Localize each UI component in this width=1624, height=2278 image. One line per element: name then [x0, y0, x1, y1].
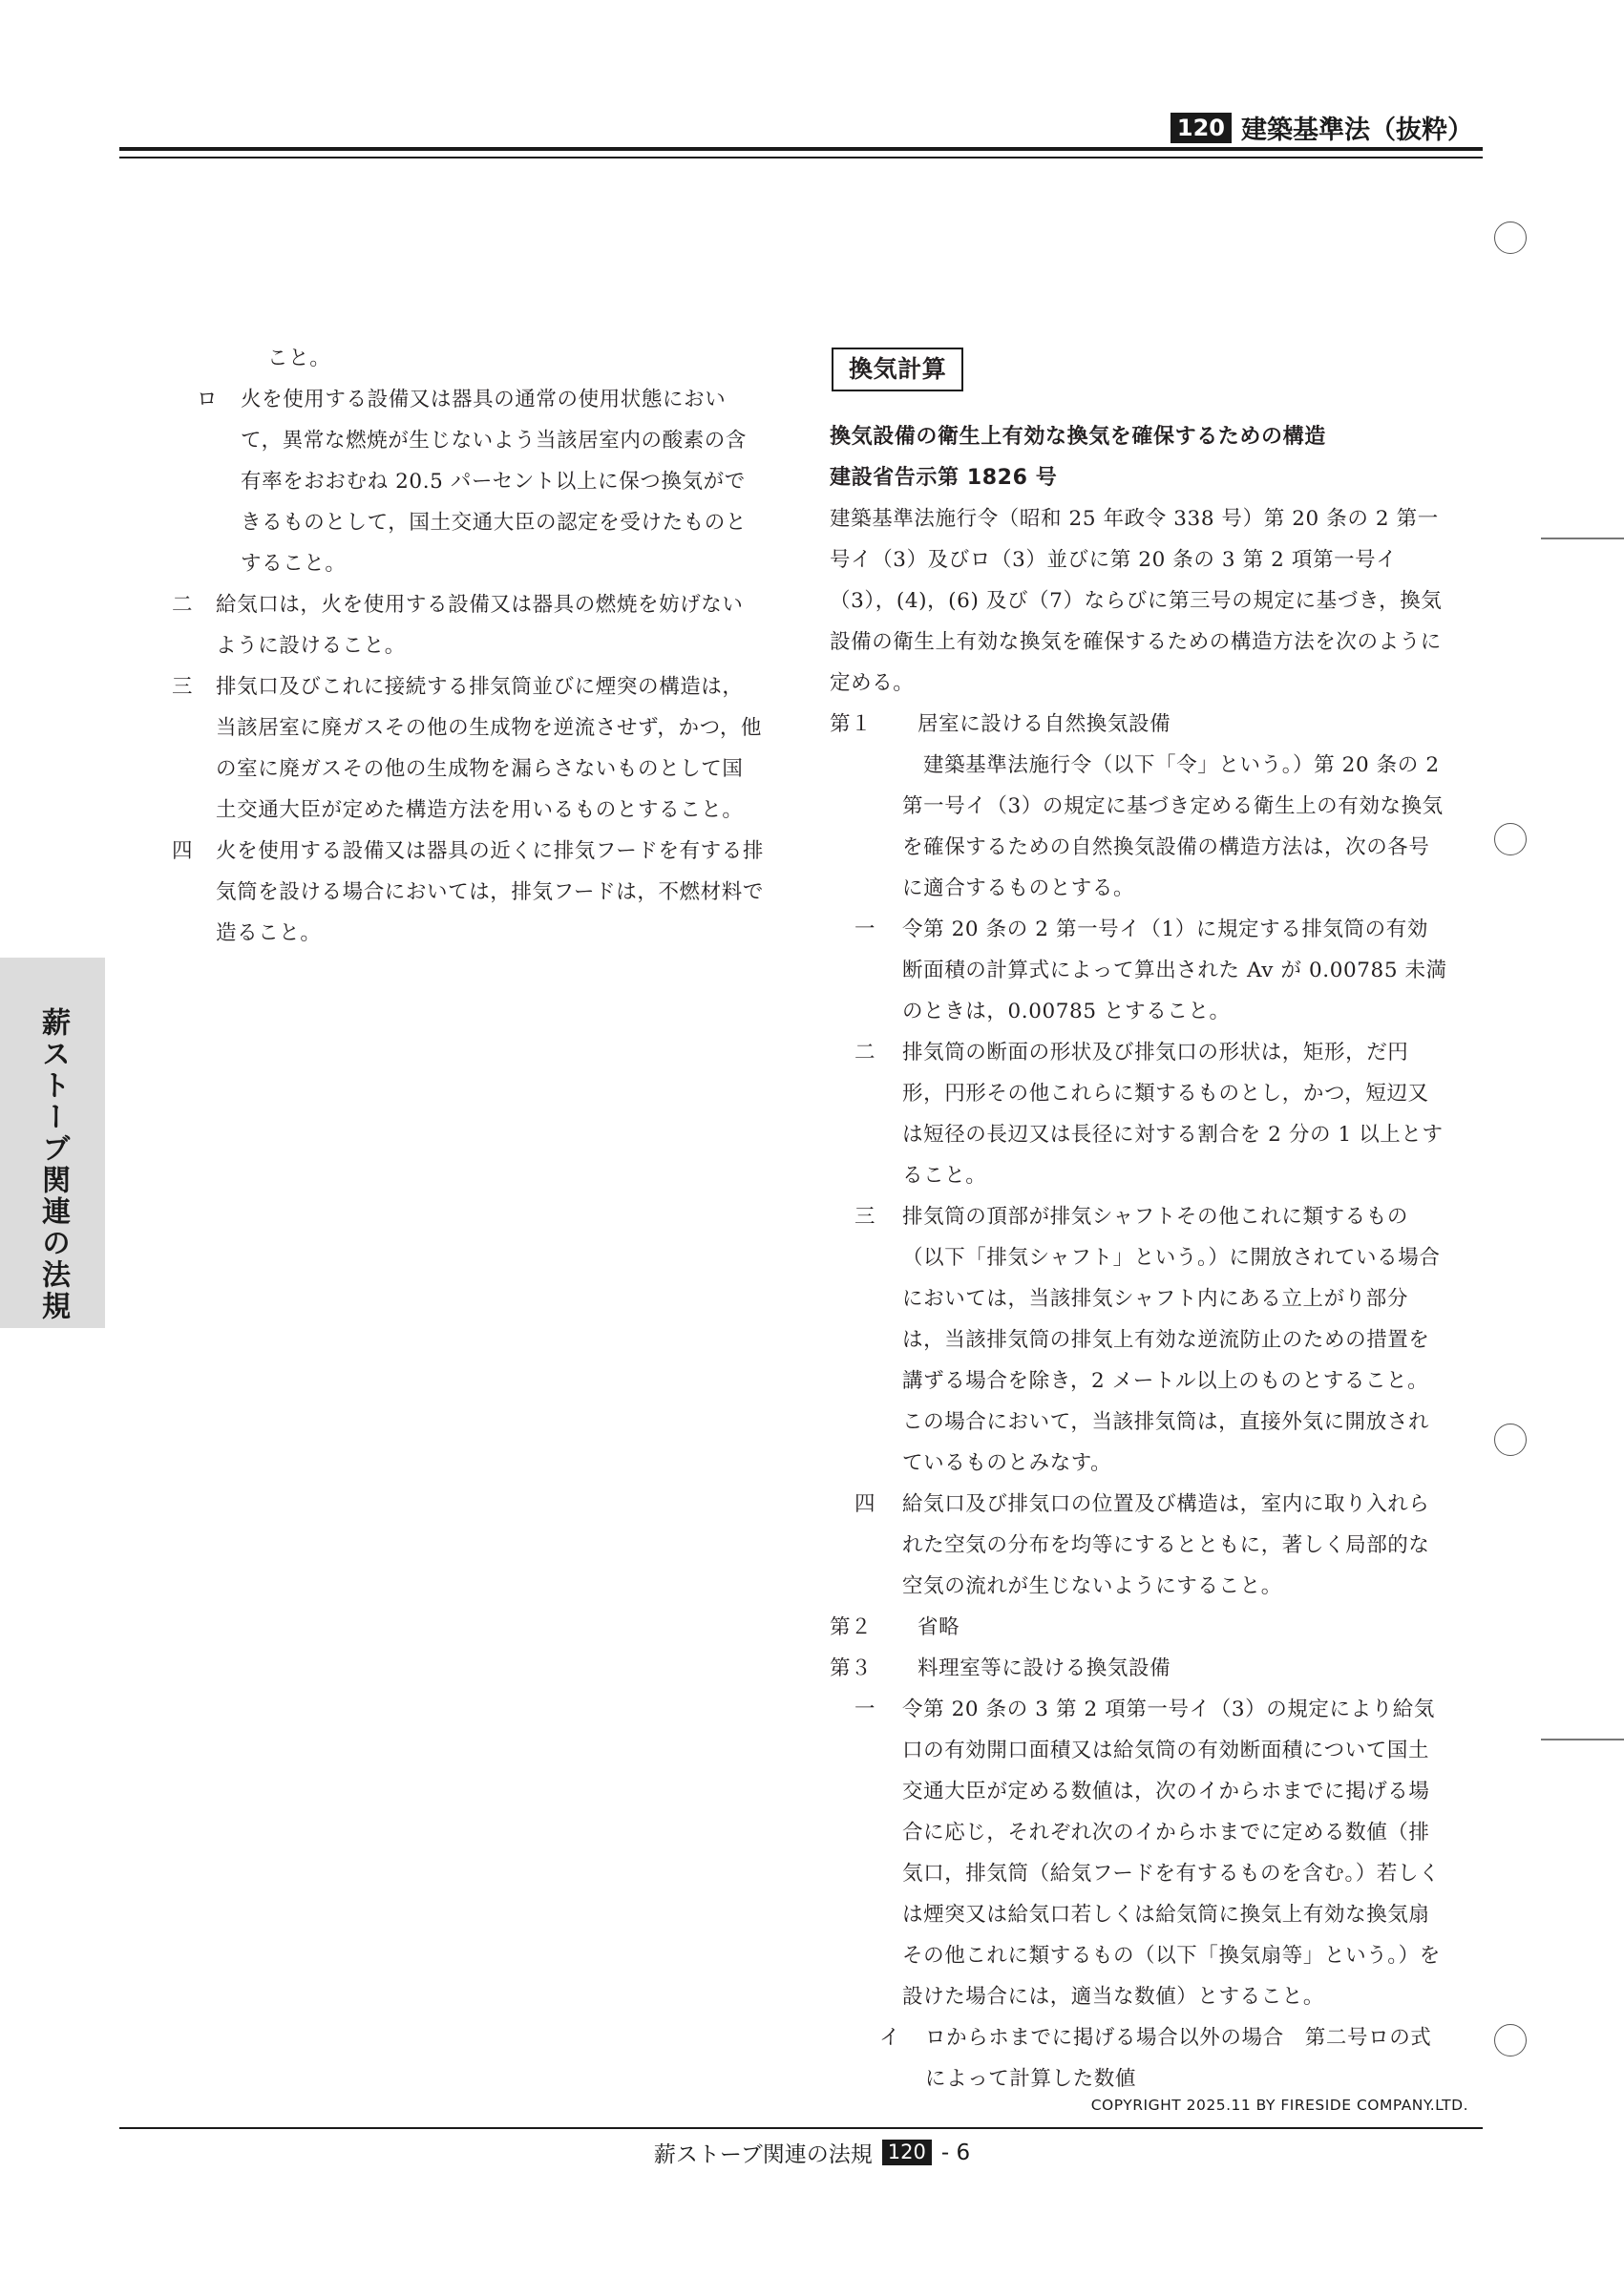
header-rule-thick [119, 147, 1483, 151]
notice-number: 建設省告示第 1826 号 [830, 466, 1058, 490]
item-text: 排気筒の断面の形状及び排気口の形状は，矩形，だ円形，円形その他これらに類するものとし，かつ，短辺又は短径の長辺又は長径に対する割合を 2 分の 1 以上とすること。 [902, 1041, 1444, 1188]
list-item [830, 1196, 1448, 1484]
chapter-title: 建築基準法（抜粋） [1241, 116, 1473, 145]
page-number: - 6 [940, 2140, 971, 2165]
header-rule-thin [119, 157, 1483, 158]
list-item [172, 831, 764, 954]
right-column [830, 338, 1448, 2099]
item-text: こと。 [267, 347, 331, 370]
item-marker: 一 [854, 1698, 876, 1721]
item-text: 給気口及び排気口の位置及び構造は，室内に取り入れられた空気の分布を均等にするとともに，著しく局部的な空気の流れが生じないようにすること。 [902, 1492, 1430, 1598]
item-text: 建築基準法施行令（以下「令」という。）第 20 条の 2 第一号イ（3）の規定に基づき定める衛生上の有効な換気を確保するための自然換気設備の構造方法は，次の各号に適合するものとする。 [902, 753, 1444, 900]
list-item [172, 379, 764, 584]
side-tab-label: 薪ストーブ関連の法規 [36, 1007, 70, 1322]
header-title-group [1171, 109, 1473, 146]
item-marker: 一 [854, 918, 876, 941]
side-tab [0, 958, 105, 1328]
list-item [830, 1484, 1448, 1607]
item-text: 料理室等に設ける換気設備 [917, 1656, 1171, 1680]
item-marker: ロ [197, 388, 219, 411]
item-text: 居室に設ける自然換気設備 [917, 712, 1171, 736]
list-item [830, 2017, 1448, 2099]
item-marker: 第３ [830, 1656, 873, 1680]
page-header [0, 0, 1624, 172]
list-item [830, 1689, 1448, 2017]
notice-subtitle: 換気設備の衛生上有効な換気を確保するための構造 [830, 425, 1326, 449]
footer-label: 薪ストーブ関連の法規 [653, 2142, 873, 2167]
left-column [172, 338, 764, 954]
item-text: 令第 20 条の 3 第 2 項第一号イ（3）の規定により給気口の有効開口面積又は給気筒の有効断面積について国土交通大臣が定める数値は，次のイからホまでに掲げる場合に応じ，それぞれ次のイからホまでに定める数値（排気口，排気筒（給気フードを有するものを含む。）若しくは煙突又は給気口若しくは給気筒に換気上有効な換気扇その他これに類するもの（以下「換気扇等」という。）を設けた場合には，適当な数値）とすること。 [902, 1698, 1441, 2009]
item-marker: 四 [172, 839, 194, 863]
copyright-text: COPYRIGHT 2025.11 BY FIRESIDE COMPANY.LTD. [1090, 2097, 1468, 2114]
item-text: 火を使用する設備又は器具の通常の使用状態において，異常な燃焼が生じないよう当該居室内の酸素の含有率をおおむね 20.5 パーセント以上に保つ換気ができるものとして，国土交通大臣の認定を受けたものとすること。 [241, 388, 747, 576]
trim-mark [1541, 1739, 1624, 1740]
list-item [830, 745, 1448, 909]
list-item [172, 666, 764, 831]
item-marker: 二 [172, 593, 194, 617]
item-text: ロからホまでに掲げる場合以外の場合 第二号ロの式によって計算した数値 [925, 2026, 1432, 2091]
item-marker: 二 [854, 1041, 876, 1065]
item-text: 給気口は，火を使用する設備又は器具の燃焼を妨げないように設けること。 [216, 593, 744, 658]
item-marker: イ [879, 2026, 901, 2050]
article-list [830, 704, 1448, 2099]
binder-hole [1494, 221, 1527, 254]
item-text: 省略 [917, 1615, 960, 1639]
preamble-paragraph: 建築基準法施行令（昭和 25 年政令 338 号）第 20 条の 2 第一号イ（3）及びロ（3）並びに第 20 条の 3 第 2 項第一号イ（3），(4)，(6) 及び（7）ならびに第三号の規定に基づき，換気設備の衛生上有効な換気を確保するための構造方法を次のように定める。 [830, 507, 1443, 695]
binder-hole [1494, 823, 1527, 855]
list-item [830, 1648, 1448, 1689]
binder-hole [1494, 1424, 1527, 1456]
page-footer [0, 2137, 1624, 2168]
item-text: 令第 20 条の 2 第一号イ（1）に規定する排気筒の有効断面積の計算式によって算出された Av が 0.00785 未満のときは，0.00785 とすること。 [902, 918, 1447, 1023]
chapter-badge: 120 [1171, 113, 1232, 143]
item-marker: 三 [172, 675, 194, 699]
footer-rule [119, 2127, 1483, 2129]
item-marker: 第１ [830, 712, 873, 736]
item-marker: 四 [854, 1492, 876, 1516]
list-item [830, 909, 1448, 1032]
list-item [172, 338, 764, 379]
list-item [830, 1032, 1448, 1196]
list-item [172, 584, 764, 666]
item-marker: 第２ [830, 1615, 873, 1639]
footer-chapter-badge: 120 [882, 2140, 932, 2165]
item-text: 排気筒の頂部が排気シャフトその他これに類するもの（以下「排気シャフト」という。）に開放されている場合においては，当該排気シャフト内にある立上がり部分は，当該排気筒の排気上有効な逆流防止のための措置を講ずる場合を除き，2 メートル以上のものとすること。この場合において，当該排気筒は，直接外気に開放されているものとみなす。 [902, 1205, 1441, 1475]
trim-mark [1541, 538, 1624, 539]
binder-hole [1494, 2024, 1527, 2057]
list-item [830, 1607, 1448, 1648]
section-title: 換気計算 [832, 348, 963, 391]
item-text: 排気口及びこれに接続する排気筒並びに煙突の構造は，当該居室に廃ガスその他の生成物を逆流させず，かつ，他の室に廃ガスその他の生成物を漏らさないものとして国土交通大臣が定めた構造方法を用いるものとすること。 [216, 675, 763, 822]
item-marker: 三 [854, 1205, 876, 1229]
list-item [830, 704, 1448, 745]
item-text: 火を使用する設備又は器具の近くに排気フードを有する排気筒を設ける場合においては，排気フードは，不燃材料で造ること。 [216, 839, 764, 945]
